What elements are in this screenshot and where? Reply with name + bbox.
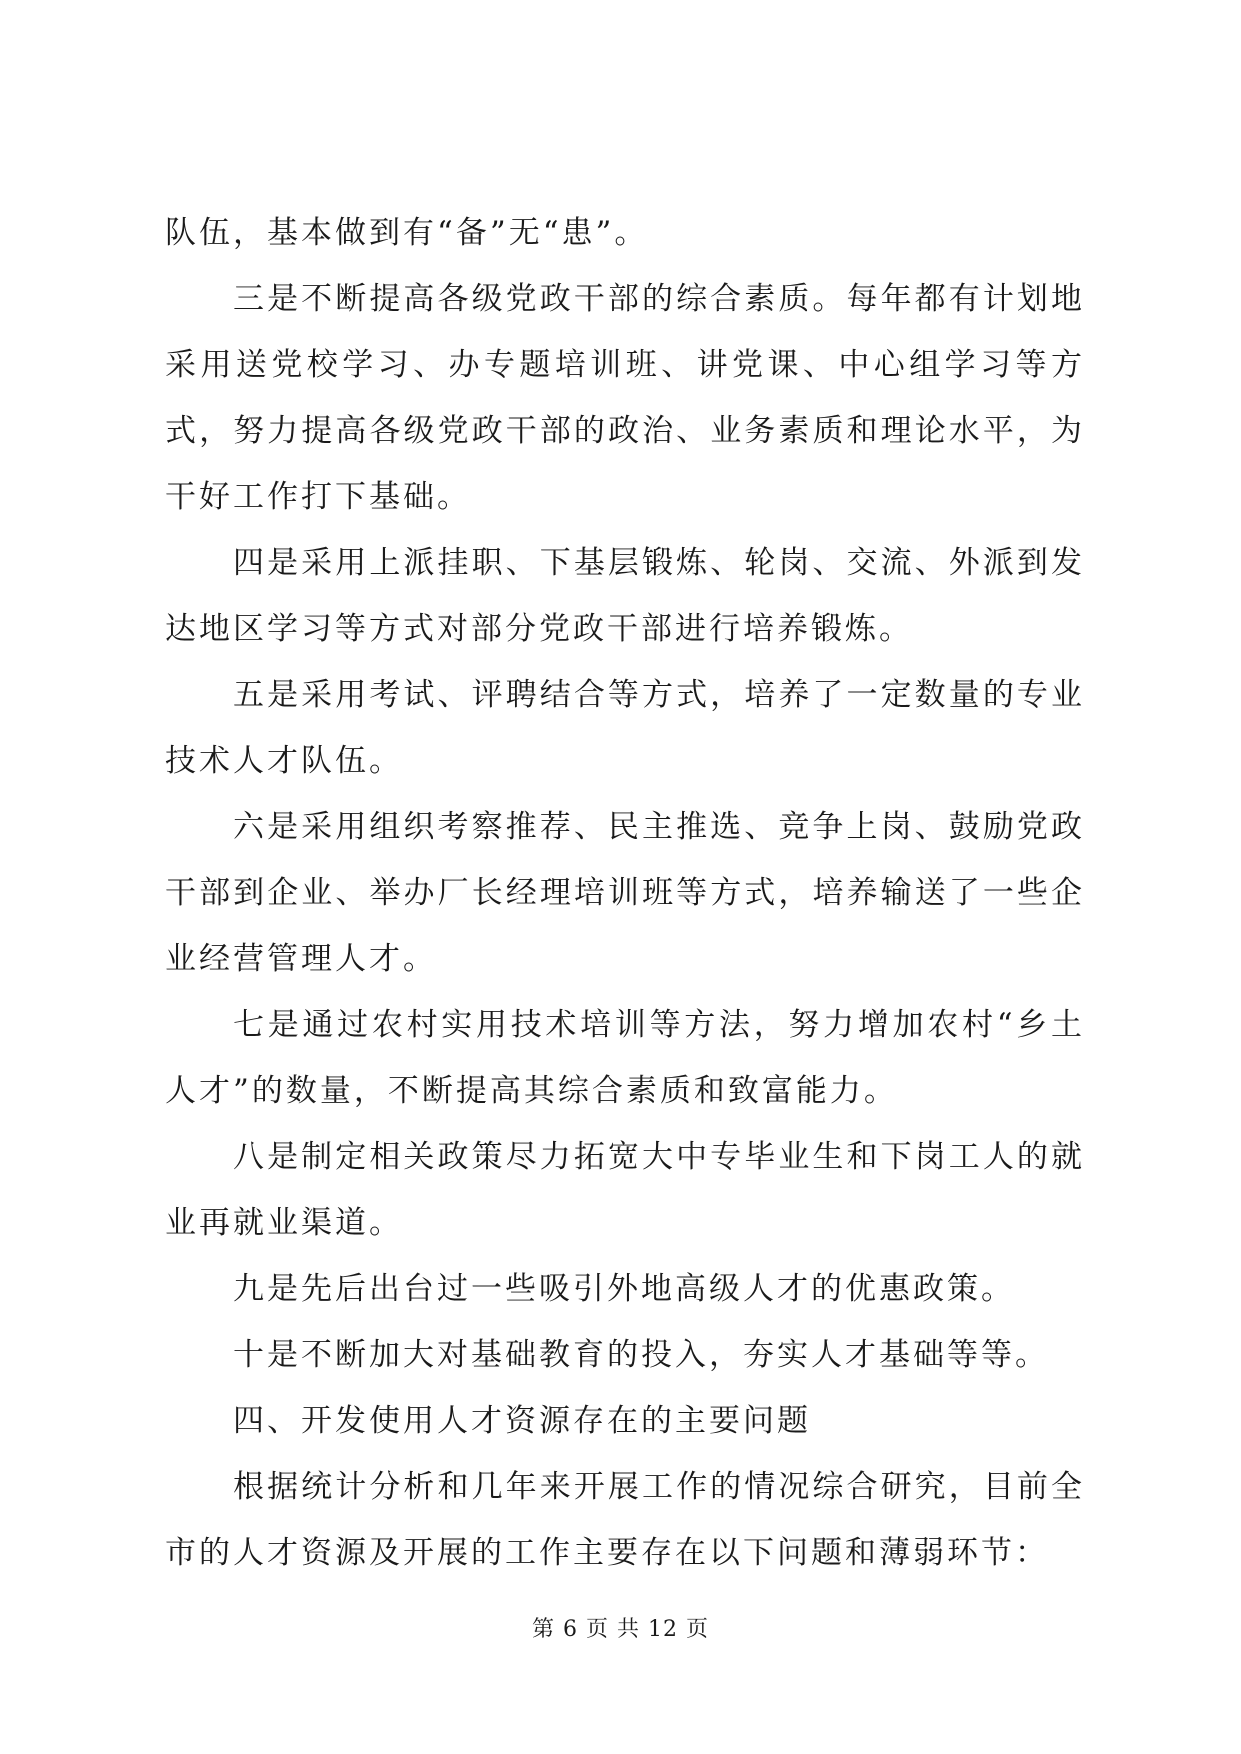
paragraph-item-8: 八是制定相关政策尽力拓宽大中专毕业生和下岗工人的就业再就业渠道。 xyxy=(165,1139,1085,1241)
document-body xyxy=(165,200,1085,1586)
paragraph-item-10: 十是不断加大对基础教育的投入，夯实人才基础等等。 xyxy=(233,1337,1049,1373)
paragraph-continuation: 队伍，基本做到有“备”无“患”。 xyxy=(165,215,649,251)
paragraph-analysis: 根据统计分析和几年来开展工作的情况综合研究，目前全市的人才资源及开展的工作主要存在以下问题和薄弱环节： xyxy=(165,1469,1085,1571)
page-number-footer: 第 6 页 共 12 页 xyxy=(532,1617,709,1642)
paragraph-item-3: 三是不断提高各级党政干部的综合素质。每年都有计划地采用送党校学习、办专题培训班、讲党课、中心组学习等方式，努力提高各级党政干部的政治、业务素质和理论水平，为干好工作打下基础。 xyxy=(165,281,1085,515)
paragraph-item-4: 四是采用上派挂职、下基层锻炼、轮岗、交流、外派到发达地区学习等方式对部分党政干部进行培养锻炼。 xyxy=(165,545,1085,647)
paragraph-item-6: 六是采用组织考察推荐、民主推选、竞争上岗、鼓励党政干部到企业、举办厂长经理培训班等方式，培养输送了一些企业经营管理人才。 xyxy=(165,809,1085,977)
section-heading: 四、开发使用人才资源存在的主要问题 xyxy=(233,1403,811,1439)
paragraph-item-7: 七是通过农村实用技术培训等方法，努力增加农村“乡土人才”的数量，不断提高其综合素质和致富能力。 xyxy=(165,1007,1085,1109)
paragraph-item-5: 五是采用考试、评聘结合等方式，培养了一定数量的专业技术人才队伍。 xyxy=(165,677,1085,779)
paragraph-item-9: 九是先后出台过一些吸引外地高级人才的优惠政策。 xyxy=(233,1271,1015,1307)
